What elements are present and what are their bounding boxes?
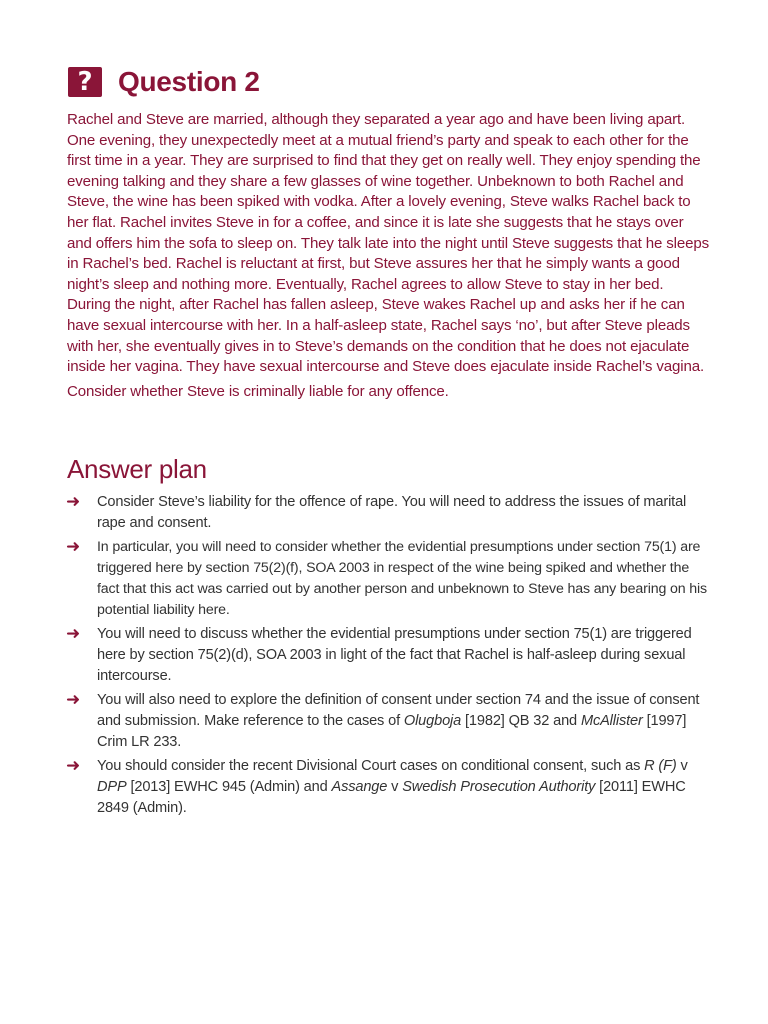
text-segment: v <box>676 758 688 775</box>
case-name: R (F) <box>644 758 677 775</box>
text-segment: v <box>387 779 403 796</box>
case-name: Olugboja <box>403 713 462 730</box>
case-name: McAllister <box>580 713 643 730</box>
answer-plan-item-text: Consider Steve’s liability for the offence of rape. You will need to address the issues of marital rape and consent. <box>97 494 687 531</box>
question-mark-glyph: ? <box>77 67 93 97</box>
answer-plan-item-text <box>97 758 688 815</box>
arrow-right-icon: ➜ <box>66 624 81 645</box>
answer-plan-item <box>66 624 712 686</box>
answer-plan-item <box>66 690 712 752</box>
case-name: Assange <box>331 779 388 796</box>
question-instruction: Consider whether Steve is criminally liable for any offence. <box>67 382 449 400</box>
answer-plan-title: Answer plan <box>67 454 207 484</box>
answer-plan-item <box>66 756 712 818</box>
arrow-right-icon: ➜ <box>66 492 81 512</box>
case-name: Swedish Prosecution Authority <box>402 779 596 796</box>
case-name: DPP <box>97 779 127 796</box>
arrow-right-icon: ➜ <box>66 690 81 711</box>
question-scenario: Rachel and Steve are married, although they separated a year ago and have been living apart. One evening, they unexpectedly meet at a mutual friend’s party and speak to each other for the first time in a year. They are surprised to find that they get on really well. They enjoy spending the evening talking and they share a few glasses of wine together. Unbeknown to both Rachel and Steve, the wine has been spiked with vodka. After a lovely evening, Steve walks Rachel back to her flat. Rachel invites Steve in for a coffee, and since it is late she suggests that he stays over and offers him the sofa to sleep on. They talk late into the night until Steve suggests that he sleeps in Rachel’s bed. Rachel is reluctant at first, but Steve assures her that he simply wants a good night’s sleep and nothing more. Eventually, Rachel agrees to allow Steve to stay in her bed. During the night, after Rachel has fallen asleep, Steve wakes Rachel up and asks her if he can have sexual intercourse with her. In a half-asleep state, Rachel says ‘no’, but after Steve pleads with her, she eventually gives in to Steve’s demands on the condition that he does not ejaculate inside her vagina. They have sexual intercourse and Steve does ejaculate inside Rachel’s vagina. <box>67 111 709 376</box>
question-mark-icon <box>68 67 102 97</box>
arrow-right-icon: ➜ <box>66 756 81 777</box>
text-segment: You should consider the recent Divisional Court cases on conditional consent, such as <box>97 758 645 775</box>
question-header <box>68 66 260 98</box>
text-segment: [1982] QB 32 and <box>461 713 581 730</box>
answer-plan-item-text: You will need to discuss whether the evidential presumptions under section 75(1) are triggered here by section 75(2)(d), SOA 2003 in light of the fact that Rachel is half-asleep during sexual intercourse. <box>97 626 692 684</box>
text-segment: [2013] EWHC 945 (Admin) and <box>126 779 332 796</box>
text-segment: You will also need to explore the definition of consent under section 74 and the issue of consent and submission. Make reference to the cases of <box>97 692 700 730</box>
arrow-right-icon: ➜ <box>66 537 81 558</box>
text-segment: [2011] EWHC 2849 (Admin). <box>97 779 686 816</box>
text-segment: [1997] Crim LR 233. <box>97 713 687 750</box>
question-body <box>67 110 711 402</box>
answer-plan-list <box>66 492 712 823</box>
answer-plan-item <box>66 537 712 620</box>
answer-plan-item-text: In particular, you will need to consider whether the evidential presumptions under section 75(1) are triggered here by section 75(2)(f), SOA 2003 in respect of the wine being spiked and whether the fact that this act was carried out by another person and unbeknown to Steve has any bearing on his potential liability here. <box>97 539 707 618</box>
answer-plan-item <box>66 492 712 533</box>
question-title: Question 2 <box>118 66 260 97</box>
answer-plan-item-text <box>97 692 699 749</box>
